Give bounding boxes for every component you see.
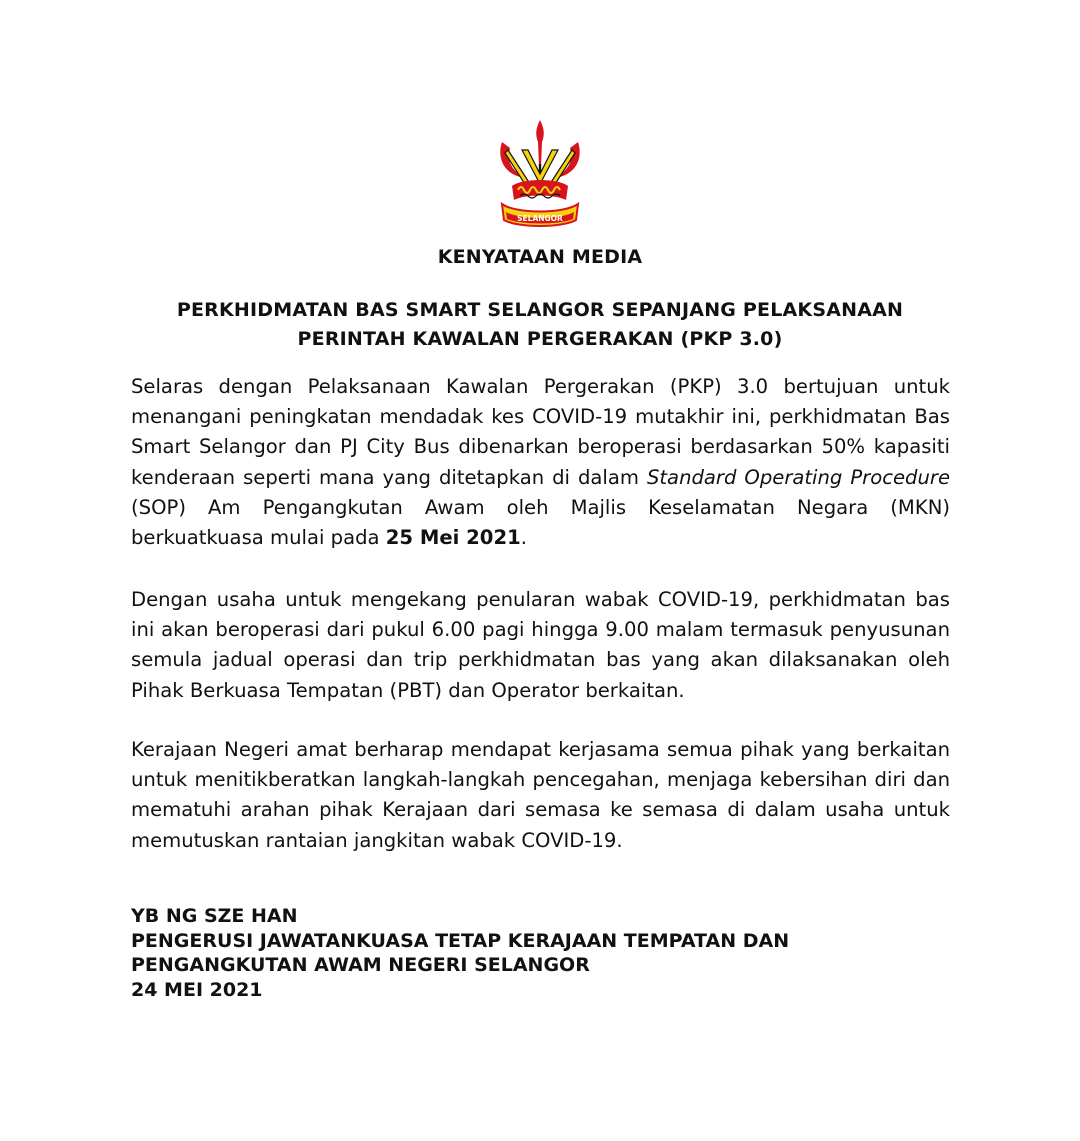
paragraph-1-date: 25 Mei 2021 [385,526,521,550]
press-heading: KENYATAAN MEDIA [437,246,643,268]
paragraph-3: Kerajaan Negeri amat berharap mendapat kerjasama semua pihak yang berkaitan untuk menitikberatkan langkah-langkah pencegahan, menjaga kebersihan diri dan mematuhi arahan pihak Kerajaan dari semasa ke semasa di dalam usaha untuk memutuskan rantaian jangkitan wabak COVID-19. [131,738,950,852]
press-title-line2: PERINTAH KAWALAN PERGERAKAN (PKP 3.0) [297,328,783,350]
paragraph-2: Dengan usaha untuk mengekang penularan wabak COVID-19, perkhidmatan bas ini akan beroperasi dari pukul 6.00 pagi hingga 9.00 malam termasuk penyusunan semula jadual operasi dan trip perkhidmatan bas yang akan dilaksanakan oleh Pihak Berkuasa Tempatan (PBT) dan Operator berkaitan. [131,588,950,702]
signature-block [131,904,789,1002]
press-title-line1: PERKHIDMATAN BAS SMART SELANGOR SEPANJANG PELAKSANAAN [176,299,904,321]
paragraph-1-text-c: . [520,526,527,550]
paragraph-1-text-a: Selaras dengan Pelaksanaan Kawalan Pergerakan (PKP) 3.0 bertujuan untuk menangani peningkatan mendadak kes COVID-19 mutakhir ini, perkhidmatan Bas Smart Selangor dan PJ City Bus dibenarkan beroperasi berdasarkan 50% kapasiti kenderaan seperti mana yang ditetapkan di dalam [131,375,950,489]
paragraph-1-text-b: (SOP) Am Pengangkutan Awam oleh Majlis Keselamatan Negara (MKN) berkuatkuasa mulai pada [131,495,950,550]
signatory-name: YB NG SZE HAN [131,905,298,927]
press-title [0,296,1080,354]
selangor-crest-icon [492,120,588,232]
paragraph-1 [131,372,950,553]
paragraph-1-italic: Standard Operating Procedure [646,465,950,489]
release-date: 24 MEI 2021 [131,978,263,1001]
signatory-position-line1: PENGERUSI JAWATANKUASA TETAP KERAJAAN TEMPATAN DAN [131,929,790,952]
crest-label: SELANGOR [517,214,563,223]
signatory-position-line2: PENGANGKUTAN AWAM NEGERI SELANGOR [131,954,590,976]
